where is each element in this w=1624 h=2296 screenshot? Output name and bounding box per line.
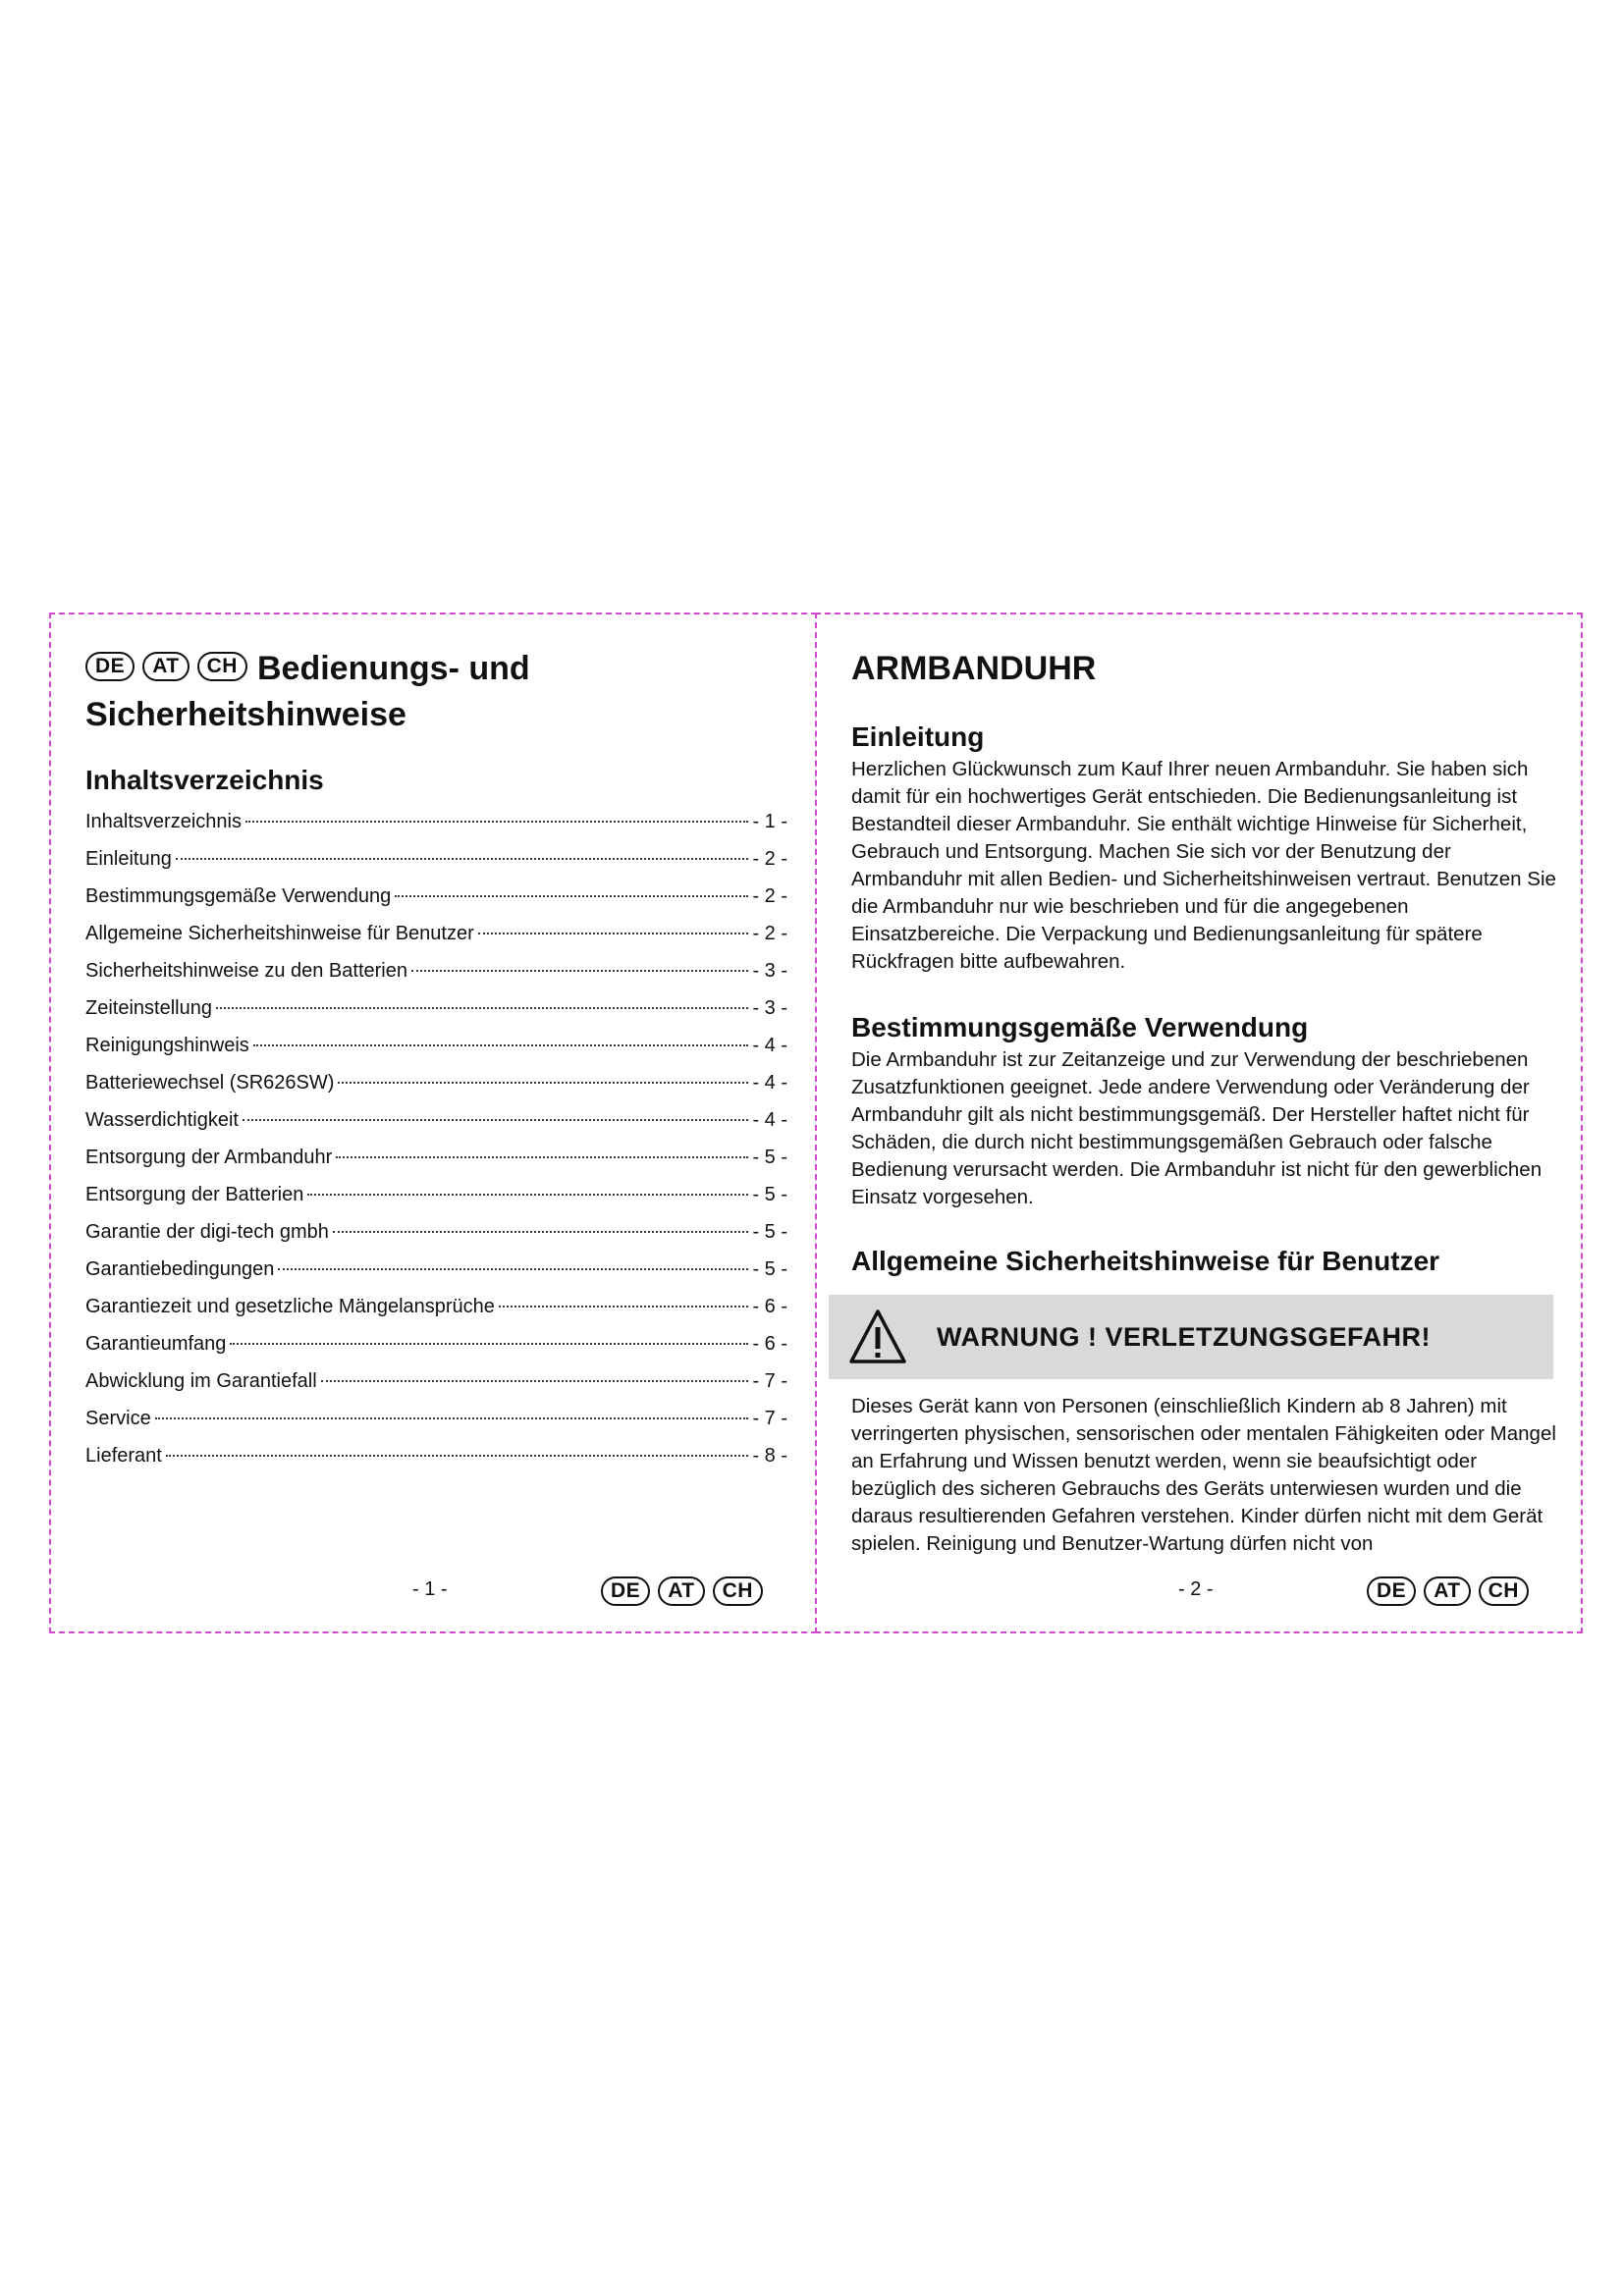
use-text: Die Armbanduhr ist zur Zeitanzeige und zur Verwendung der beschriebenen Zusatzfunktionen geeignet. Jede andere Verwendung oder Veränderung der Armbanduhr gilt als nicht bestimmungsgemäß. Der Hersteller haftet nicht für Schäden, die durch nicht bestimmungsgemäßen Gebrauch oder falsche Bedienung verursacht werden. Die Armbanduhr ist nicht für den gewerblichen Einsatz vorgesehen. xyxy=(851,1048,1543,1208)
toc-item[interactable]: Abwicklung im Garantiefall - 7 - xyxy=(85,1370,787,1392)
flag-de: DE xyxy=(85,652,135,681)
toc-item[interactable]: Garantieumfang - 6 - xyxy=(85,1333,787,1355)
toc-item[interactable]: Batteriewechsel (SR626SW) - 4 - xyxy=(85,1072,787,1094)
toc-item[interactable]: Wasserdichtigkeit - 4 - xyxy=(85,1109,787,1131)
flag-ch: CH xyxy=(713,1576,763,1606)
toc-item[interactable]: Einleitung - 2 - xyxy=(85,848,787,870)
right-page xyxy=(815,613,1583,1633)
flag-at: AT xyxy=(142,652,189,681)
safety-text: Dieses Gerät kann von Personen (einschließlich Kindern ab 8 Jahren) mit verringerten physischen, sensorischen oder mentalen Fähigkeiten oder Mangel an Erfahrung und Wissen benutzt werden, wenn sie beaufsichtigt oder bezüglich des sicheren Gebrauchs des Geräts unterwiesen wurden und die daraus resultierenden Gefahren verstehen. Kinder dürfen nicht mit dem Gerät spielen. Reinigung und Benutzer-Wartung dürfen nicht von xyxy=(851,1395,1556,1555)
page-number: - 1 - xyxy=(412,1578,448,1600)
use-heading: Bestimmungsgemäße Verwendung xyxy=(851,1012,1309,1042)
flag-de: DE xyxy=(601,1576,650,1606)
toc-item[interactable]: Lieferant - 8 - xyxy=(85,1445,787,1467)
flag-ch: CH xyxy=(197,652,247,681)
flag-at: AT xyxy=(658,1576,704,1606)
intro-text: Herzlichen Glückwunsch zum Kauf Ihrer neuen Armbanduhr. Sie haben sich damit für ein hochwertiges Gerät entschieden. Die Bedienungsanleitung ist Bestandteil dieser Armbanduhr. Sie enthält wichtige Hinweise für Sicherheit, Gebrauch und Entsorgung. Machen Sie sich vor der Benutzung der Armbanduhr mit allen Bedien- und Sicherheitshinweisen vertraut. Benutzen Sie die Armbanduhr nur wie beschrieben und für die angegebenen Einsatzbereiche. Die Verpackung und Bedienungsanleitung für spätere Rückfragen bitte aufbewahren. xyxy=(851,758,1556,973)
toc-item[interactable]: Garantie der digi-tech gmbh - 5 - xyxy=(85,1221,787,1243)
title-line-2: Sicherheitshinweise xyxy=(85,696,406,733)
footer-language-flags xyxy=(601,1576,763,1606)
toc-item[interactable]: Garantiezeit und gesetzliche Mängelansprüche - 6 - xyxy=(85,1296,787,1317)
intro-heading: Einleitung xyxy=(851,721,985,752)
toc-item[interactable]: Allgemeine Sicherheitshinweise für Benutzer - 2 - xyxy=(85,923,787,944)
flag-at: AT xyxy=(1424,1576,1470,1606)
page-title: ARMBANDUHR xyxy=(851,650,1097,687)
footer-language-flags xyxy=(1367,1576,1529,1606)
toc-item[interactable]: Entsorgung der Armbanduhr - 5 - xyxy=(85,1147,787,1168)
warning-text: WARNUNG ! VERLETZUNGSGEFAHR! xyxy=(937,1321,1431,1352)
language-flags xyxy=(85,652,247,681)
flag-de: DE xyxy=(1367,1576,1416,1606)
safety-heading: Allgemeine Sicherheitshinweise für Benutzer xyxy=(851,1246,1440,1276)
left-page xyxy=(49,613,817,1633)
toc-item[interactable]: Inhaltsverzeichnis - 1 - xyxy=(85,811,787,832)
toc-item[interactable]: Bestimmungsgemäße Verwendung - 2 - xyxy=(85,885,787,907)
table-of-contents xyxy=(85,811,787,1482)
toc-item[interactable]: Service - 7 - xyxy=(85,1408,787,1429)
toc-item[interactable]: Reinigungshinweis - 4 - xyxy=(85,1035,787,1056)
title-line-1: Bedienungs- und xyxy=(257,650,530,687)
toc-heading: Inhaltsverzeichnis xyxy=(85,765,324,795)
warning-box xyxy=(829,1295,1553,1379)
toc-item[interactable]: Sicherheitshinweise zu den Batterien - 3 - xyxy=(85,960,787,982)
page-number: - 2 - xyxy=(1178,1578,1214,1600)
flag-ch: CH xyxy=(1479,1576,1529,1606)
warning-triangle-icon xyxy=(848,1308,907,1366)
toc-item[interactable]: Garantiebedingungen - 5 - xyxy=(85,1258,787,1280)
toc-item[interactable]: Zeiteinstellung - 3 - xyxy=(85,997,787,1019)
toc-item[interactable]: Entsorgung der Batterien - 5 - xyxy=(85,1184,787,1205)
